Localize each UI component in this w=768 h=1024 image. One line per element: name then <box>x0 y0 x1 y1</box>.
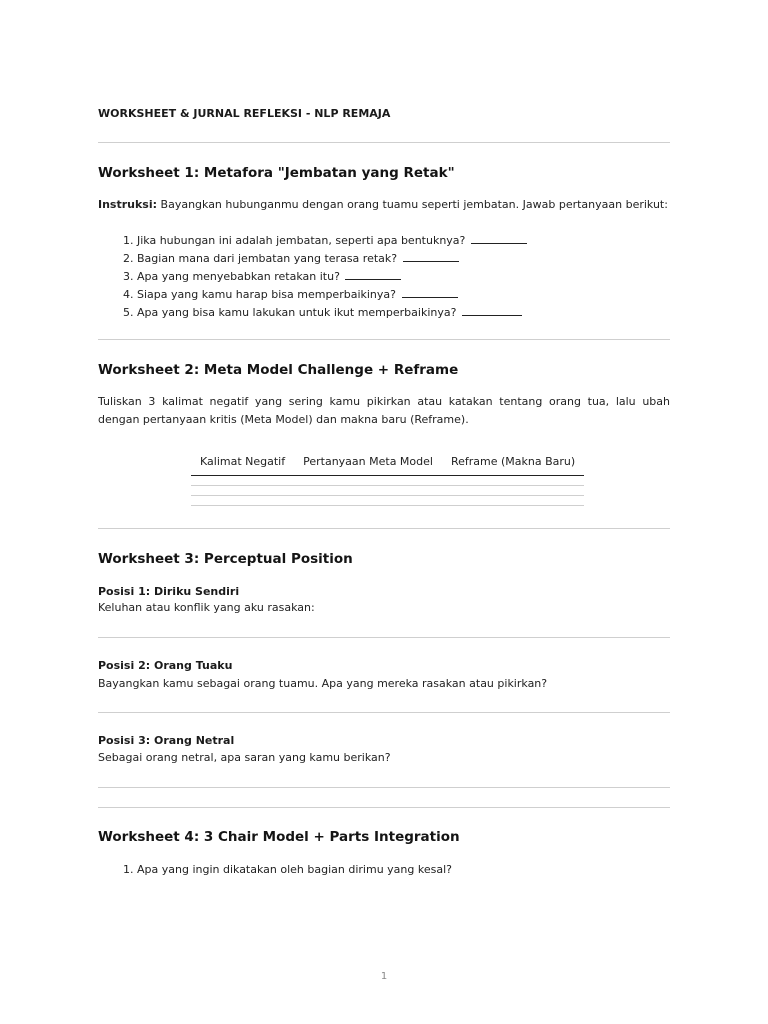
position-3-title: Posisi 3: Orang Netral <box>98 734 235 747</box>
worksheet-4-heading: Worksheet 4: 3 Chair Model + Parts Integration <box>98 829 460 845</box>
divider <box>98 528 670 529</box>
table-cell[interactable] <box>442 486 584 496</box>
document-title: WORKSHEET & JURNAL REFLEKSI - NLP REMAJA <box>98 107 391 120</box>
answer-line[interactable] <box>98 787 670 788</box>
page-number: 1 <box>380 971 388 982</box>
position-1-prompt: Keluhan atau konflik yang aku rasakan: <box>98 601 315 614</box>
answer-blank[interactable] <box>462 304 522 316</box>
answer-line[interactable] <box>98 712 670 713</box>
divider <box>98 807 670 808</box>
question-text: 4. Siapa yang kamu harap bisa memperbaikinya? <box>123 288 396 301</box>
question-text: 5. Apa yang bisa kamu lakukan untuk ikut memperbaikinya? <box>123 306 457 319</box>
position-2-prompt: Bayangkan kamu sebagai orang tuamu. Apa yang mereka rasakan atau pikirkan? <box>98 677 548 690</box>
answer-blank[interactable] <box>403 250 459 262</box>
column-header: Kalimat Negatif <box>191 452 294 476</box>
question-text: 3. Apa yang menyebabkan retakan itu? <box>123 270 340 283</box>
column-header: Pertanyaan Meta Model <box>294 452 442 476</box>
table-cell[interactable] <box>294 486 442 496</box>
answer-blank[interactable] <box>402 286 458 298</box>
table-cell[interactable] <box>191 476 294 486</box>
table-cell[interactable] <box>294 496 442 506</box>
instruction-text: Bayangkan hubunganmu dengan orang tuamu seperti jembatan. Jawab pertanyaan berikut: <box>157 198 668 211</box>
question-item <box>123 232 527 250</box>
answer-blank[interactable] <box>471 232 527 244</box>
worksheet-1-instruction <box>98 196 670 214</box>
answer-line[interactable] <box>98 637 670 638</box>
question-item <box>123 304 527 322</box>
table-cell[interactable] <box>442 496 584 506</box>
table-row <box>191 486 584 496</box>
instruction-label: Instruksi: <box>98 198 158 211</box>
question-item: 1. Apa yang ingin dikatakan oleh bagian dirimu yang kesal? <box>123 863 452 876</box>
answer-blank[interactable] <box>345 268 401 280</box>
column-header: Reframe (Makna Baru) <box>442 452 584 476</box>
table-cell[interactable] <box>191 486 294 496</box>
meta-model-table <box>191 452 584 506</box>
question-item <box>123 286 527 304</box>
worksheet-2-heading: Worksheet 2: Meta Model Challenge + Reframe <box>98 362 459 378</box>
table-cell[interactable] <box>442 476 584 486</box>
worksheet-3-heading: Worksheet 3: Perceptual Position <box>98 551 353 567</box>
table-cell[interactable] <box>191 496 294 506</box>
worksheet-1-heading: Worksheet 1: Metafora "Jembatan yang Retak" <box>98 165 455 181</box>
table-row <box>191 476 584 486</box>
table-header-row <box>191 452 584 476</box>
position-1-title: Posisi 1: Diriku Sendiri <box>98 585 240 598</box>
worksheet-2-description: Tuliskan 3 kalimat negatif yang sering kamu pikirkan atau katakan tentang orang tua, lalu ubah dengan pertanyaan kritis (Meta Model) dan makna baru (Reframe). <box>98 395 670 426</box>
divider <box>98 142 670 143</box>
question-item <box>123 250 527 268</box>
worksheet-4-questions <box>98 861 452 879</box>
worksheet-1-questions <box>98 232 527 322</box>
question-text: 1. Jika hubungan ini adalah jembatan, seperti apa bentuknya? <box>123 234 466 247</box>
table-row <box>191 496 584 506</box>
position-3-prompt: Sebagai orang netral, apa saran yang kamu berikan? <box>98 751 391 764</box>
question-item <box>123 268 527 286</box>
position-2-title: Posisi 2: Orang Tuaku <box>98 659 233 672</box>
table-cell[interactable] <box>294 476 442 486</box>
question-text: 2. Bagian mana dari jembatan yang terasa retak? <box>123 252 398 265</box>
divider <box>98 339 670 340</box>
